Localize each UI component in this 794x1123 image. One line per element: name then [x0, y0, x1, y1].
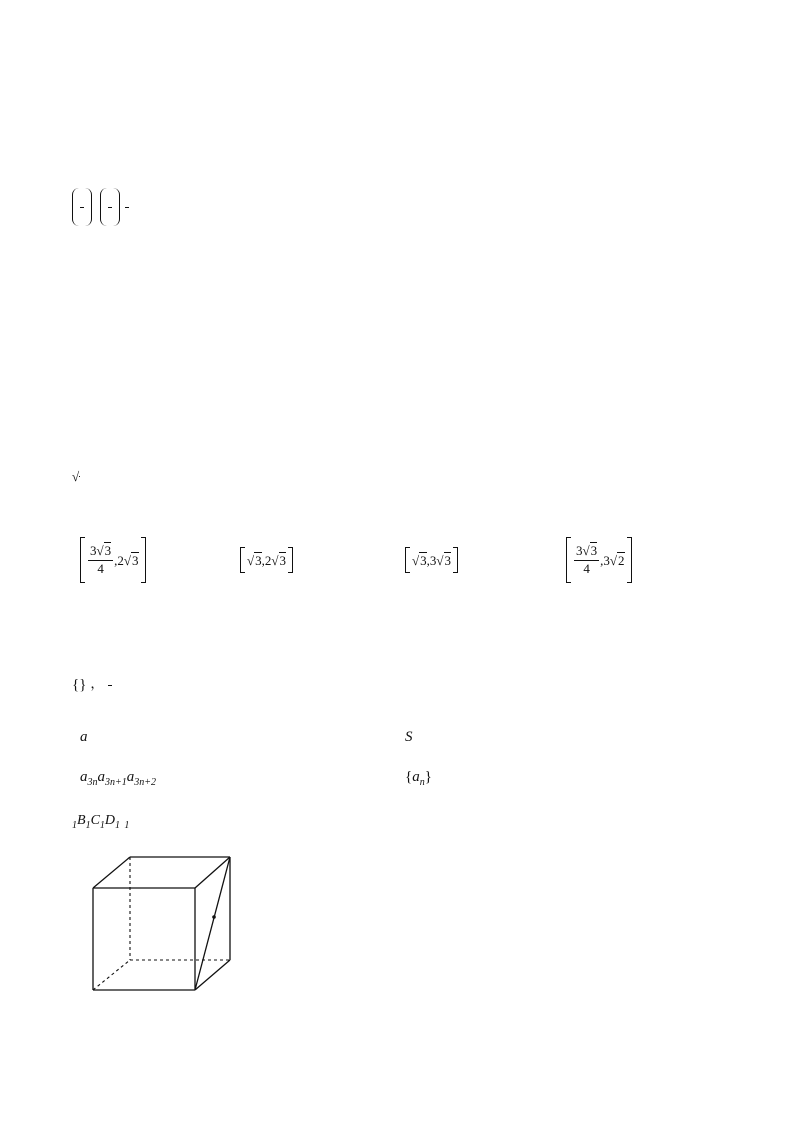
denominator: 4 [583, 560, 590, 576]
paren-right [85, 188, 92, 226]
music-staff [72, 278, 392, 322]
value: √3,2√3 [247, 552, 287, 568]
fraction [88, 544, 113, 576]
q9-option-a: a [80, 729, 88, 745]
denominator [108, 208, 112, 209]
point-p [212, 915, 216, 919]
q8-line1 [72, 470, 80, 483]
edge-b1c1 [195, 857, 230, 888]
diagonal-bc1 [195, 857, 230, 990]
edge-a1d1 [93, 857, 130, 888]
q9-option-b: S [405, 729, 413, 745]
q8-option-b [232, 547, 293, 573]
q6-option-c [72, 75, 78, 90]
q6-option-d [397, 75, 403, 90]
bracket-right [453, 547, 458, 573]
q8-option-a [72, 537, 146, 583]
paren-right [113, 188, 120, 226]
q7-line3 [72, 187, 130, 227]
q9-seq: {} [72, 676, 87, 693]
numerator: 3√3 [88, 544, 113, 560]
bracket-left [80, 537, 85, 583]
q9-option-c: $a_{3n}a_{3n+1}a_{3n+2}$ [80, 769, 156, 788]
paren-left [72, 188, 79, 226]
bracket-left [566, 537, 571, 583]
q8-option-c [397, 547, 458, 573]
q9-stem: {} ， [72, 664, 113, 706]
bracket-right [288, 547, 293, 573]
sqrt-symbol: √ [72, 469, 80, 484]
bracket-right [141, 537, 146, 583]
cube-diagram [70, 840, 260, 1015]
bracket-left [240, 547, 245, 573]
q9-option-d: $\{a_n\}$ [405, 769, 432, 788]
numerator: 3√3 [574, 544, 599, 560]
edge-bc [195, 960, 230, 990]
fraction [108, 684, 112, 687]
value: √3,3√3 [412, 552, 452, 568]
fraction [80, 206, 84, 209]
denominator [125, 208, 129, 209]
q8-option-d [558, 537, 632, 583]
paren-left [100, 188, 107, 226]
edge-ad-hidden [93, 960, 130, 990]
fraction [125, 206, 129, 209]
q10-cube-name: $_1B_1C_1D_1$ [72, 813, 121, 831]
bracket-right [627, 537, 632, 583]
denominator [108, 686, 112, 687]
denominator [80, 208, 84, 209]
value: ,2√3 [114, 552, 139, 568]
fraction [574, 544, 599, 576]
bracket-left [405, 547, 410, 573]
fraction [108, 206, 112, 209]
q10-stem: $_1B_1C_1D_1$ $_1$ [72, 813, 130, 831]
denominator: 4 [97, 560, 104, 576]
q8-sqrt-value [79, 476, 80, 477]
value: ,3√2 [600, 552, 625, 568]
